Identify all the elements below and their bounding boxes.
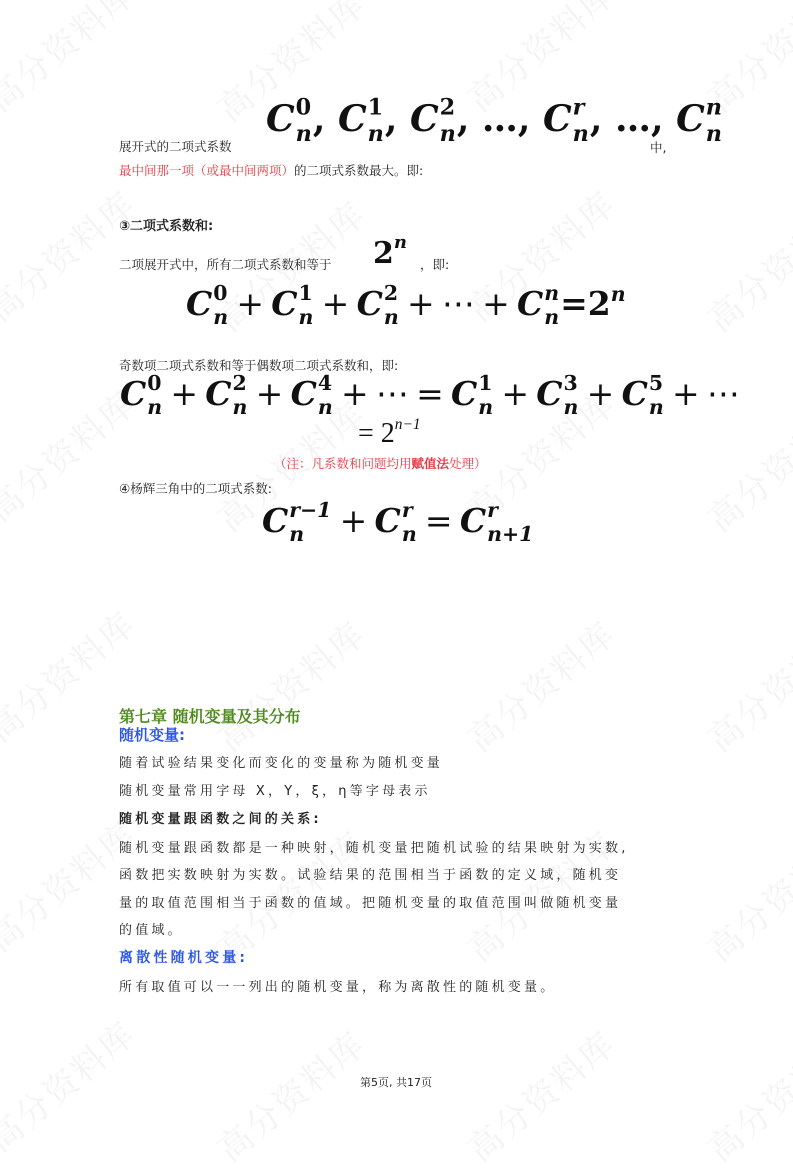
sum-statement-post: ，即: xyxy=(420,257,450,272)
odd-even-statement: 奇数项二项式系数和等于偶数项二项式系数和，即: xyxy=(119,358,399,373)
sum-statement-line: 二项展开式中，所有二项式系数和等于 xyxy=(119,257,332,272)
max-coefficient-line: 最中间那一项（或最中间两项）的二项式系数最大。即: xyxy=(119,163,424,178)
discrete-variable-heading: 离散性随机变量: xyxy=(119,950,249,966)
two-power-n: 2$^n$ xyxy=(373,232,407,271)
relation-paragraph-line: 随机变量跟函数都是一种映射，随机变量把随机试验的结果映射为实数, xyxy=(119,841,629,856)
chapter-title: 第七章 随机变量及其分布 xyxy=(119,707,301,726)
relation-paragraph-line: 的值域。 xyxy=(119,923,184,938)
relation-paragraph-line: 量的取值范围相当于函数的值域。把随机变量的取值范围叫做随机变量 xyxy=(119,896,622,911)
assignment-method-note: （注：凡系数和问题均用赋值法处理） xyxy=(274,456,487,471)
coefficients-lead-text: 展开式的二项式系数 xyxy=(119,139,232,154)
random-variable-definition: 随着试验结果变化而变化的变量称为随机变量 xyxy=(119,756,444,771)
section3-heading: ③二项式系数和: xyxy=(119,219,214,234)
section4-heading: ④杨辉三角中的二项式系数: xyxy=(119,481,272,496)
random-variable-heading: 随机变量: xyxy=(119,726,185,744)
discrete-variable-definition: 所有取值可以一一列出的随机变量，称为离散性的随机变量。 xyxy=(119,980,557,995)
binomial-sum-formula: C 0 n + C 1 n + C 2 n + ⋯ + C n n $=2^n$ xyxy=(186,280,626,330)
odd-even-result: = $2^{n-1}$ xyxy=(358,415,421,449)
after-sequence-text: 中, xyxy=(650,140,667,155)
page-number: 第5页, 共17页 xyxy=(360,1076,432,1089)
highlight-middle-term: 最中间那一项（或最中间两项） xyxy=(119,163,295,178)
pascal-triangle-formula: C r−1 n + C r n = C r n+1 xyxy=(262,497,534,547)
random-variable-notation: 随机变量常用字母 X，Y，ξ，η等字母表示 xyxy=(119,784,431,799)
coefficient-sequence-formula: C 0 n , C 1 n , C 2 n , …, C r n , …, C n n xyxy=(266,94,722,148)
odd-even-sum-formula: C 0 n + C 2 n + C 4 n + ⋯ = C 1 n + C 3 n + C 5 n + ⋯ xyxy=(120,370,740,420)
relation-paragraph-line: 函数把实数映射为实数。试验结果的范围相当于函数的定义域，随机变 xyxy=(119,868,622,883)
relation-heading: 随机变量跟函数之间的关系: xyxy=(119,812,322,827)
